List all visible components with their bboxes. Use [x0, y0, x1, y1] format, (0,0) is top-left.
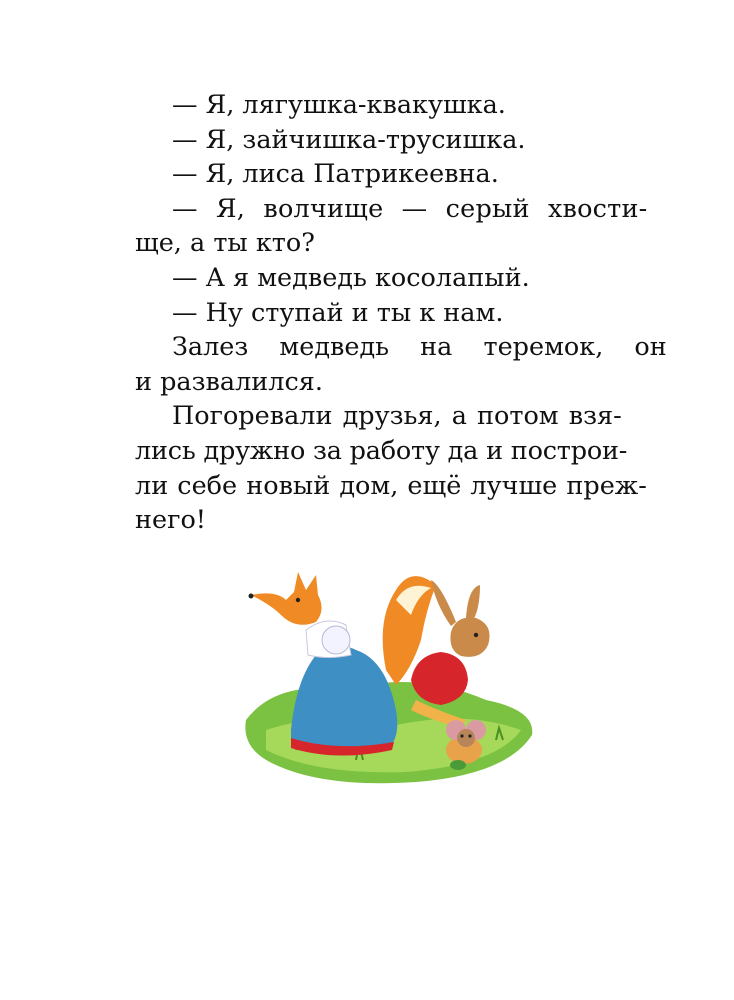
text-line: — Ну ступай и ты к нам. [172, 297, 504, 328]
text-line: — Я, волчище — серый хвости- [172, 193, 648, 224]
text-line: ли себе новый дом, ещё лучше преж- [135, 470, 647, 501]
text-line: лись дружно за работу да и построи- [135, 435, 628, 466]
hare-head [450, 618, 489, 657]
text-line: Погоревали друзья, а потом взя- [172, 401, 622, 432]
text-line: — Я, зайчишка-трусишка. [172, 124, 526, 155]
text-line: и развалился. [135, 366, 323, 397]
hare-ear [431, 580, 456, 626]
fox-dress [291, 646, 397, 754]
text-line: — Я, лиса Патрикеевна. [172, 159, 499, 190]
story-text [135, 88, 667, 538]
fox-hare-mouse-illustration [236, 560, 536, 790]
fox-head [251, 572, 322, 625]
text-line: — Я, лягушка-квакушка. [172, 90, 506, 120]
text-line: него! [135, 505, 207, 536]
text-line: ще, а ты кто? [135, 228, 315, 259]
text-line: — А я медведь косолапый. [172, 262, 530, 293]
text-line: Залез медведь на теремок, он [172, 332, 667, 363]
